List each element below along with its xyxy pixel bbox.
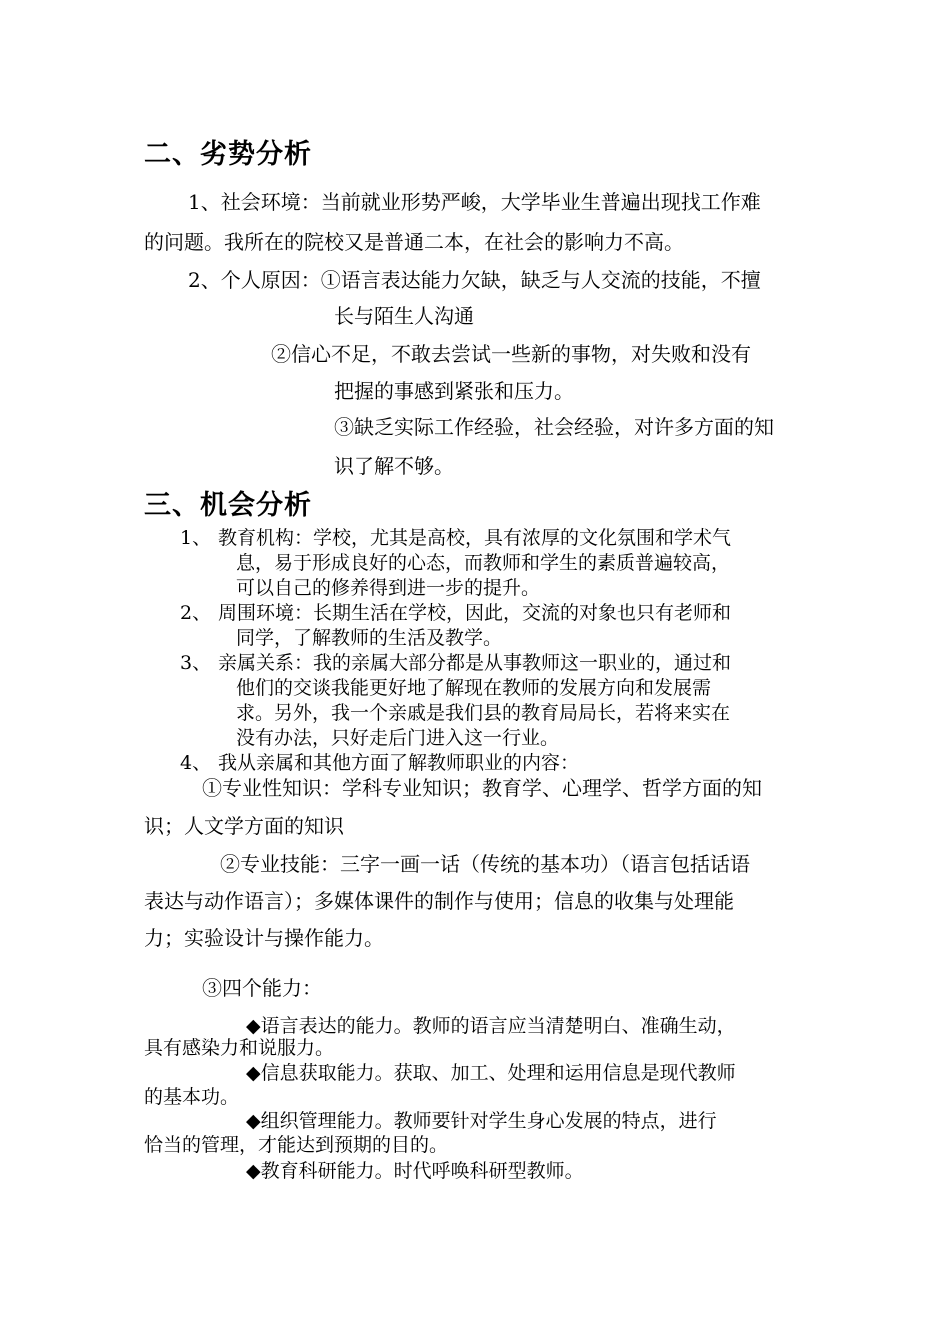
- skills-line: 力；实验设计与操作能力。: [144, 926, 384, 950]
- opportunity-item-line: 息，易于形成良好的心态，而教师和学生的素质普遍较高，: [236, 552, 731, 574]
- opportunity-item-line: 可以自己的修养得到进一步的提升。: [236, 577, 541, 599]
- opportunity-item-line: 求。另外，我一个亲戚是我们县的教育局局长，若将来实在: [236, 702, 731, 724]
- opportunity-item-line: 我从亲属和其他方面了解教师职业的内容：: [218, 752, 580, 774]
- weakness-p1-line2: 的问题。我所在的院校又是普通二本，在社会的影响力不高。: [144, 230, 684, 254]
- opportunity-item-number: 4、: [180, 752, 212, 774]
- opportunity-item-number: 1、: [180, 527, 212, 549]
- weakness-p2c-line2: 识了解不够。: [334, 454, 454, 478]
- opportunity-item-line: 周围环境：长期生活在学校，因此，交流的对象也只有老师和: [218, 602, 732, 624]
- opportunity-item-line: 没有办法，只好走后门进入这一行业。: [236, 727, 560, 749]
- weakness-p2-line1: 2、个人原因：①语言表达能力欠缺，缺乏与人交流的技能，不擅: [188, 268, 761, 292]
- ability-line: 具有感染力和说服力。: [144, 1037, 335, 1059]
- opportunity-item-line: 同学，了解教师的生活及教学。: [236, 627, 503, 649]
- weakness-p2-line2: 长与陌生人沟通: [334, 304, 474, 328]
- four-abilities-title: ③四个能力：: [202, 976, 322, 1000]
- ability-line: ◆语言表达的能力。教师的语言应当清楚明白、准确生动，: [246, 1015, 736, 1037]
- opportunity-item-number: 2、: [180, 602, 212, 624]
- opportunity-item-line: 教育机构：学校，尤其是高校，具有浓厚的文化氛围和学术气: [218, 527, 732, 549]
- weakness-p2c-line1: ③缺乏实际工作经验，社会经验，对许多方面的知: [334, 415, 774, 439]
- section-heading-opportunity: 三、机会分析: [144, 490, 312, 521]
- skills-line: ②专业技能：三字一画一话（传统的基本功）（语言包括话语: [220, 852, 750, 876]
- weakness-p1-line1: 1、社会环境：当前就业形势严峻，大学毕业生普遍出现找工作难: [188, 190, 761, 214]
- opportunity-item-line: 亲属关系：我的亲属大部分都是从事教师这一职业的，通过和: [218, 652, 732, 674]
- knowledge-line: 识；人文学方面的知识: [144, 814, 344, 838]
- ability-line: ◆教育科研能力。时代呼唤科研型教师。: [246, 1160, 584, 1182]
- opportunity-item-line: 他们的交谈我能更好地了解现在教师的发展方向和发展需: [236, 677, 712, 699]
- weakness-p2b-line2: 把握的事感到紧张和压力。: [334, 379, 574, 403]
- weakness-p2b-line1: ②信心不足，不敢去尝试一些新的事物，对失败和没有: [271, 342, 751, 366]
- knowledge-line: ①专业性知识：学科专业知识；教育学、心理学、哲学方面的知: [202, 776, 762, 800]
- opportunity-item-number: 3、: [180, 652, 212, 674]
- ability-line: 恰当的管理，才能达到预期的目的。: [144, 1134, 449, 1156]
- ability-line: ◆组织管理能力。教师要针对学生身心发展的特点，进行: [246, 1110, 717, 1132]
- ability-line: ◆信息获取能力。获取、加工、处理和运用信息是现代教师: [246, 1062, 736, 1084]
- section-heading-weakness: 二、劣势分析: [144, 139, 312, 170]
- skills-line: 表达与动作语言）；多媒体课件的制作与使用；信息的收集与处理能: [144, 889, 734, 913]
- ability-line: 的基本功。: [144, 1086, 240, 1108]
